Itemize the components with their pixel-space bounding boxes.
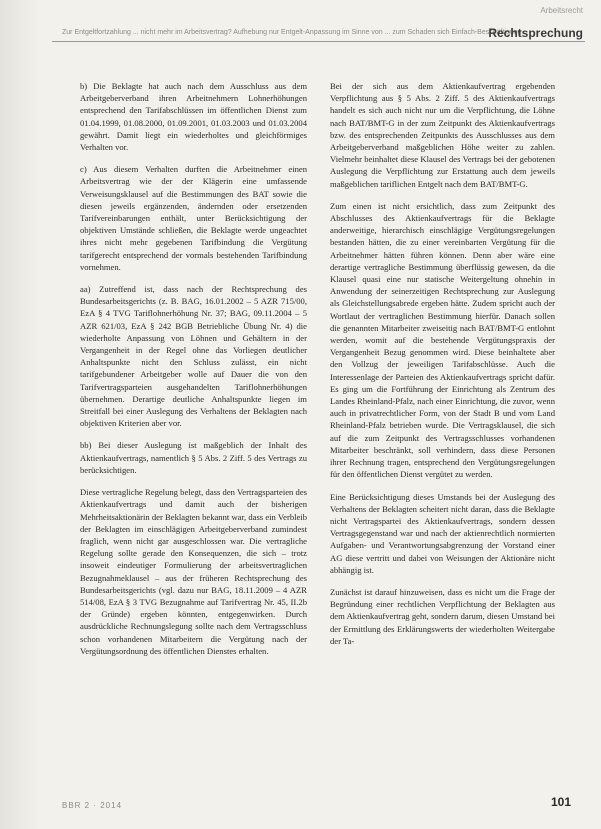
journal-footer: BBR 2 · 2014: [62, 801, 123, 810]
paragraph: aa) Zutreffend ist, dass nach der Rechtsprechung des Bundesarbeitsgerichts (z. B. BAG, 16.01.2002 – 5 AZR 715/00, EzA § 4 TVG Tariflohnerhöhung Nr. 37; BAG, 09.11.2004 – 5 AZR 621/03, EzA § 242 BGB Betriebliche Übung Nr. 4) die wiederholte Anpassung von Löhnen und Gehältern in der Vergangenheit in der Regel ohne das Vorliegen deutlicher Anhaltspunkte nicht den Schluss zulässt, ein nicht tarifgebundener Arbeitgeber wolle auf Dauer die von den Tarifvertragsparteien ausgehandelten Tariflohnerhöhungen übernehmen. Derartige deutliche Anhaltspunkte liegen im Streitfall bei einer Auslegung des Verhaltens der Beklagten nach objektiven Kriterien aber vor.: [80, 284, 307, 429]
section-heading: Rechtsprechung: [488, 26, 583, 40]
paragraph: Zum einen ist nicht ersichtlich, dass zum Zeitpunkt des Abschlusses des Aktienkaufvertrags für die Beklagte anderweitige, hierarchisch einschlägige Vergütungsregelungen bestanden hätten, die zu einer vereinbarten Vergütung für die Arbeitnehmer hätten führen können. Denn aber wäre eine derartige vertragliche Bestimmung überflüssig gewesen, da die Klausel quasi eine nur statische Weitergeltung ohnehin in Anwendung der seinerzeitigen Rechtsprechung zur Auslegung als Gleichstellungsabrede ergeben hätte. Zudem spricht auch der Wortlaut der vertraglichen Bestimmung hierfür. Danach sollen die genannten Mitarbeiter zweiseitig nach BAT/BMT-G entlohnt werden, womit auf die bestehende Vergütungspraxis der Vergangenheit Bezug genommen wird. Diese beinhaltete aber den Vollzug der jeweiligen Tarifabschlüsse. Auch die Interessenlage der Parteien des Aktienkaufvertrags spricht dafür. Es ging um die Fortführung der Einrichtung als Zentrum des Landes Rheinland-Pfalz, nach einer Einrichtung, die zuvor, wenn auch in privatrechtlicher Form, von der Stadt B und vom Land Rheinland-Pfalz betrieben wurde. Die Vertragsklausel, die sich auf die zum Zeitpunkt des Vertragsschlusses vorhandenen Mitarbeiter beschränkt, soll verhindern, dass diese Personen ihrer Rechnung tragen, entsprechend den Vergütungsregelungen für den öffentlichen Dienst vergütet zu werden.: [330, 200, 555, 480]
paragraph: Bei der sich aus dem Aktienkaufvertrag ergebenden Verpflichtung aus § 5 Abs. 2 Ziff. 5 des Aktienkaufvertrags handelt es sich auch nicht nur um die Verpflichtung, die Löhne nach BAT/BMT-G in der zum Zeitpunkt des Aktienkaufvertrags bzw. des entsprechenden Zeitpunkts des Ausschlusses aus dem Arbeitgeberverband maßgeblichen Höhe weiter zu zahlen. Vielmehr beinhaltet diese Klausel des Vertrags bei der gebotenen Auslegung die Verpflichtung zur Erstattung auch dem jeweils maßgeblichen tariflichen Entgelt nach dem BAT/BMT-G.: [330, 81, 555, 189]
page-fold-shadow: [0, 0, 40, 829]
header-corner-label: Arbeitsrecht: [540, 6, 583, 15]
paragraph: b) Die Beklagte hat auch nach dem Ausschluss aus dem Arbeitgeberverband ihren Arbeitnehmern Lohnerhöhungen entsprechend den Tarifabschlüssen im öffentlichen Dienst zum 01.04.1999, 01.08.2000, 01.09.2001, 01.03.2003 und 01.03.2004 gewährt. Damit liegt ein wiederholtes und gleichförmiges Verhalten vor.: [80, 81, 307, 153]
page-number: 101: [550, 795, 571, 809]
paragraph: Diese vertragliche Regelung belegt, dass den Vertragsparteien des Aktienkaufvertrags und damit auch der bisherigen Mehrheitsaktionärin der Beklagten bekannt war, dass ein Verbleib der Beklagten im einschlägigen Arbeitgeberverband zumindest fraglich, wenn nicht gar ausgeschlossen war. Die vertragliche Regelung sollte gerade den Konsequenzen, die sich – trotz insoweit eindeutiger Formulierung der arbeitsvertraglichen Bezugnahmeklausel – aus der früheren Rechtsprechung des Bundesarbeitsgerichts (vgl. dazu nur BAG, 18.11.2009 – 4 AZR 514/08, EzA § 3 TVG Bezugnahme auf Tarifvertrag Nr. 45, II.2b der Gründe) ergeben könnten, entgegenwirken. Durch ausdrückliche Rechnungslegung sollte nach dem Vertragsschluss schon vorhandenen Mitarbeitern die Vergütung nach der Vergütungsordnung des öffentlichen Dienstes erhalten.: [80, 487, 307, 656]
running-header: Zur Entgeltfortzahlung ... nicht mehr im Arbeitsvertrag? Aufhebung nur Entgelt-Anpassung im Sinne von ... zum Schaden sich Einfach-Beschäftigung: [62, 29, 522, 36]
header-rule: [52, 41, 585, 42]
paragraph: Eine Berücksichtigung dieses Umstands bei der Auslegung des Verhaltens der Beklagten scheitert nicht daran, dass die Beklagte nicht Vertragspartei des Aktienkaufvertrags, sondern dessen Vertragsgegenstand war und nach der aktienrechtlich normierten Aufgaben- und Verantwortungsabgrenzung der Vorstand einer AG diese vertritt und dabei von Weisungen der Aktionäre nicht abhängig ist.: [330, 491, 555, 575]
paragraph: Zunächst ist darauf hinzuweisen, dass es nicht um die Frage der Begründung einer rechtlichen Verpflichtung der Beklagten aus dem Aktienkaufvertrag geht, sondern darum, diesen Umstand bei der Ermittlung des Erklärungswerts der wiederholten Weitergabe der Ta-: [330, 586, 555, 646]
left-column: [80, 80, 307, 667]
paragraph: bb) Bei dieser Auslegung ist maßgeblich der Inhalt des Aktienkaufvertrags, namentlich § 5 Abs. 2 Ziff. 5 des Vertrags zu berücksichtigen.: [80, 440, 307, 475]
paragraph: c) Aus diesem Verhalten durften die Arbeitnehmer einen Arbeitsvertrag wie der der Klägerin eine umfassende Verweisungsklausel auf die Bestimmungen des BAT sowie die diesen jeweils ergänzenden, ändernden oder ersetzenden Tarifvereinbarungen enthält, unter Berücksichtigung der objektiven Umstände schließen, die Beklagte werde ungeachtet ihres nicht mehr gegebenen Tarifbindung die Vergütung tarifgerecht entsprechend der vormals bestehenden Tarifbindung vornehmen.: [80, 164, 307, 272]
right-column: [330, 80, 555, 657]
